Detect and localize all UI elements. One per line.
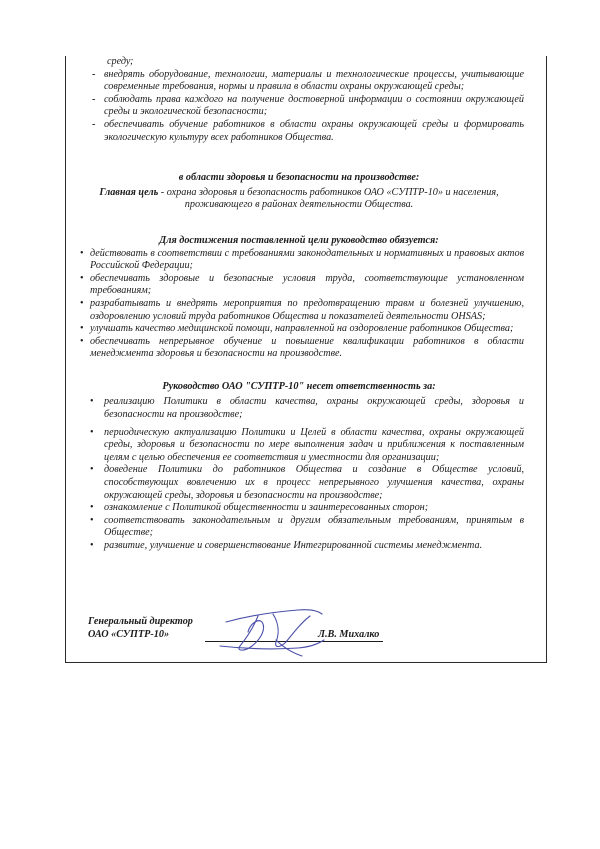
leadership-commitments-list [74,248,524,361]
signatory-org: ОАО «СУПТР-10» [88,629,170,640]
list-item: • разрабатывать и внедрять мероприятия по предотвращению травм и болезней улучшению, оздоровлению условий труда работников Общества и показателей деятельности OHSAS; [74,298,524,323]
main-goal-label: Главная цель [99,186,159,198]
environment-commitments-list [74,69,524,145]
list-item: • развитие, улучшение и совершенствование Интегрированной системы менеджмента. [74,540,524,553]
list-item: • улучшать качество медицинской помощи, направленной на оздоровление работников Общества; [74,323,524,336]
continued-fragment: среду; [107,56,134,67]
list-item: • реализацию Политики в области качества, охраны окружающей среды, здоровья и безопасности на производстве; [74,396,524,421]
list-item: • обеспечивать непрерывное обучение и повышение квалификации работников в области менеджмента здоровья и безопасности на производстве. [74,336,524,361]
signatory-role: Генеральный директор [88,616,193,627]
list-item: - соблюдать права каждого на получение достоверной информации о состоянии окружающей среды и экологической безопасности; [74,94,524,119]
list-item: • ознакомление с Политикой общественности и заинтересованных сторон; [74,502,524,515]
page-border-bottom [65,662,547,663]
section-heading-responsibility: Руководство ОАО "СУПТР-10" несет ответственность за: [162,380,436,392]
list-item: - обеспечивать обучение работников в области охраны окружающей среды и формировать экологическую культуру всех работников Общества. [74,119,524,144]
document-body [74,56,524,553]
responsibility-list [74,396,524,552]
list-item: • периодическую актуализацию Политики и Целей в области качества, охраны окружающей среды, здоровья и безопасности по мере выполнения задач и приближения к поставленным целям с целью обеспечения ее соответствия и уместности для организации; [74,427,524,465]
section-heading-leadership: Для достижения поставленной цели руководство обязуется: [159,234,439,246]
main-goal [74,187,524,212]
list-item: - внедрять оборудование, технологии, материалы и технологические процессы, учитывающие современные требования, нормы и правила в области охраны окружающей среды; [74,69,524,94]
signatory-name: Л.В. Михалко [318,629,380,640]
list-item: • обеспечивать здоровые и безопасные условия труда, соответствующие установленном требованиям; [74,273,524,298]
page-border-right [546,56,547,663]
section-heading-health: в области здоровья и безопасности на производстве: [178,172,420,184]
list-item: • соответствовать законодательным и другим обязательным требованиям, принятым в Обществе; [74,515,524,540]
page-border-left [65,56,66,663]
list-item: • действовать в соответствии с требованиями законодательных и нормативных и правовых актов Российской Федерации; [74,248,524,273]
list-item: • доведение Политики до работников Общества и создание в Обществе условий, способствующих вовлечению их в процесс непрерывного улучшения качества, охраны окружающей среды, здоровья и безопасности на производстве; [74,464,524,502]
main-goal-text: - охрана здоровья и безопасность работников ОАО «СУПТР-10» и населения, проживающего в районах деятельности Общества. [158,186,499,211]
handwritten-signature-icon [218,602,328,662]
